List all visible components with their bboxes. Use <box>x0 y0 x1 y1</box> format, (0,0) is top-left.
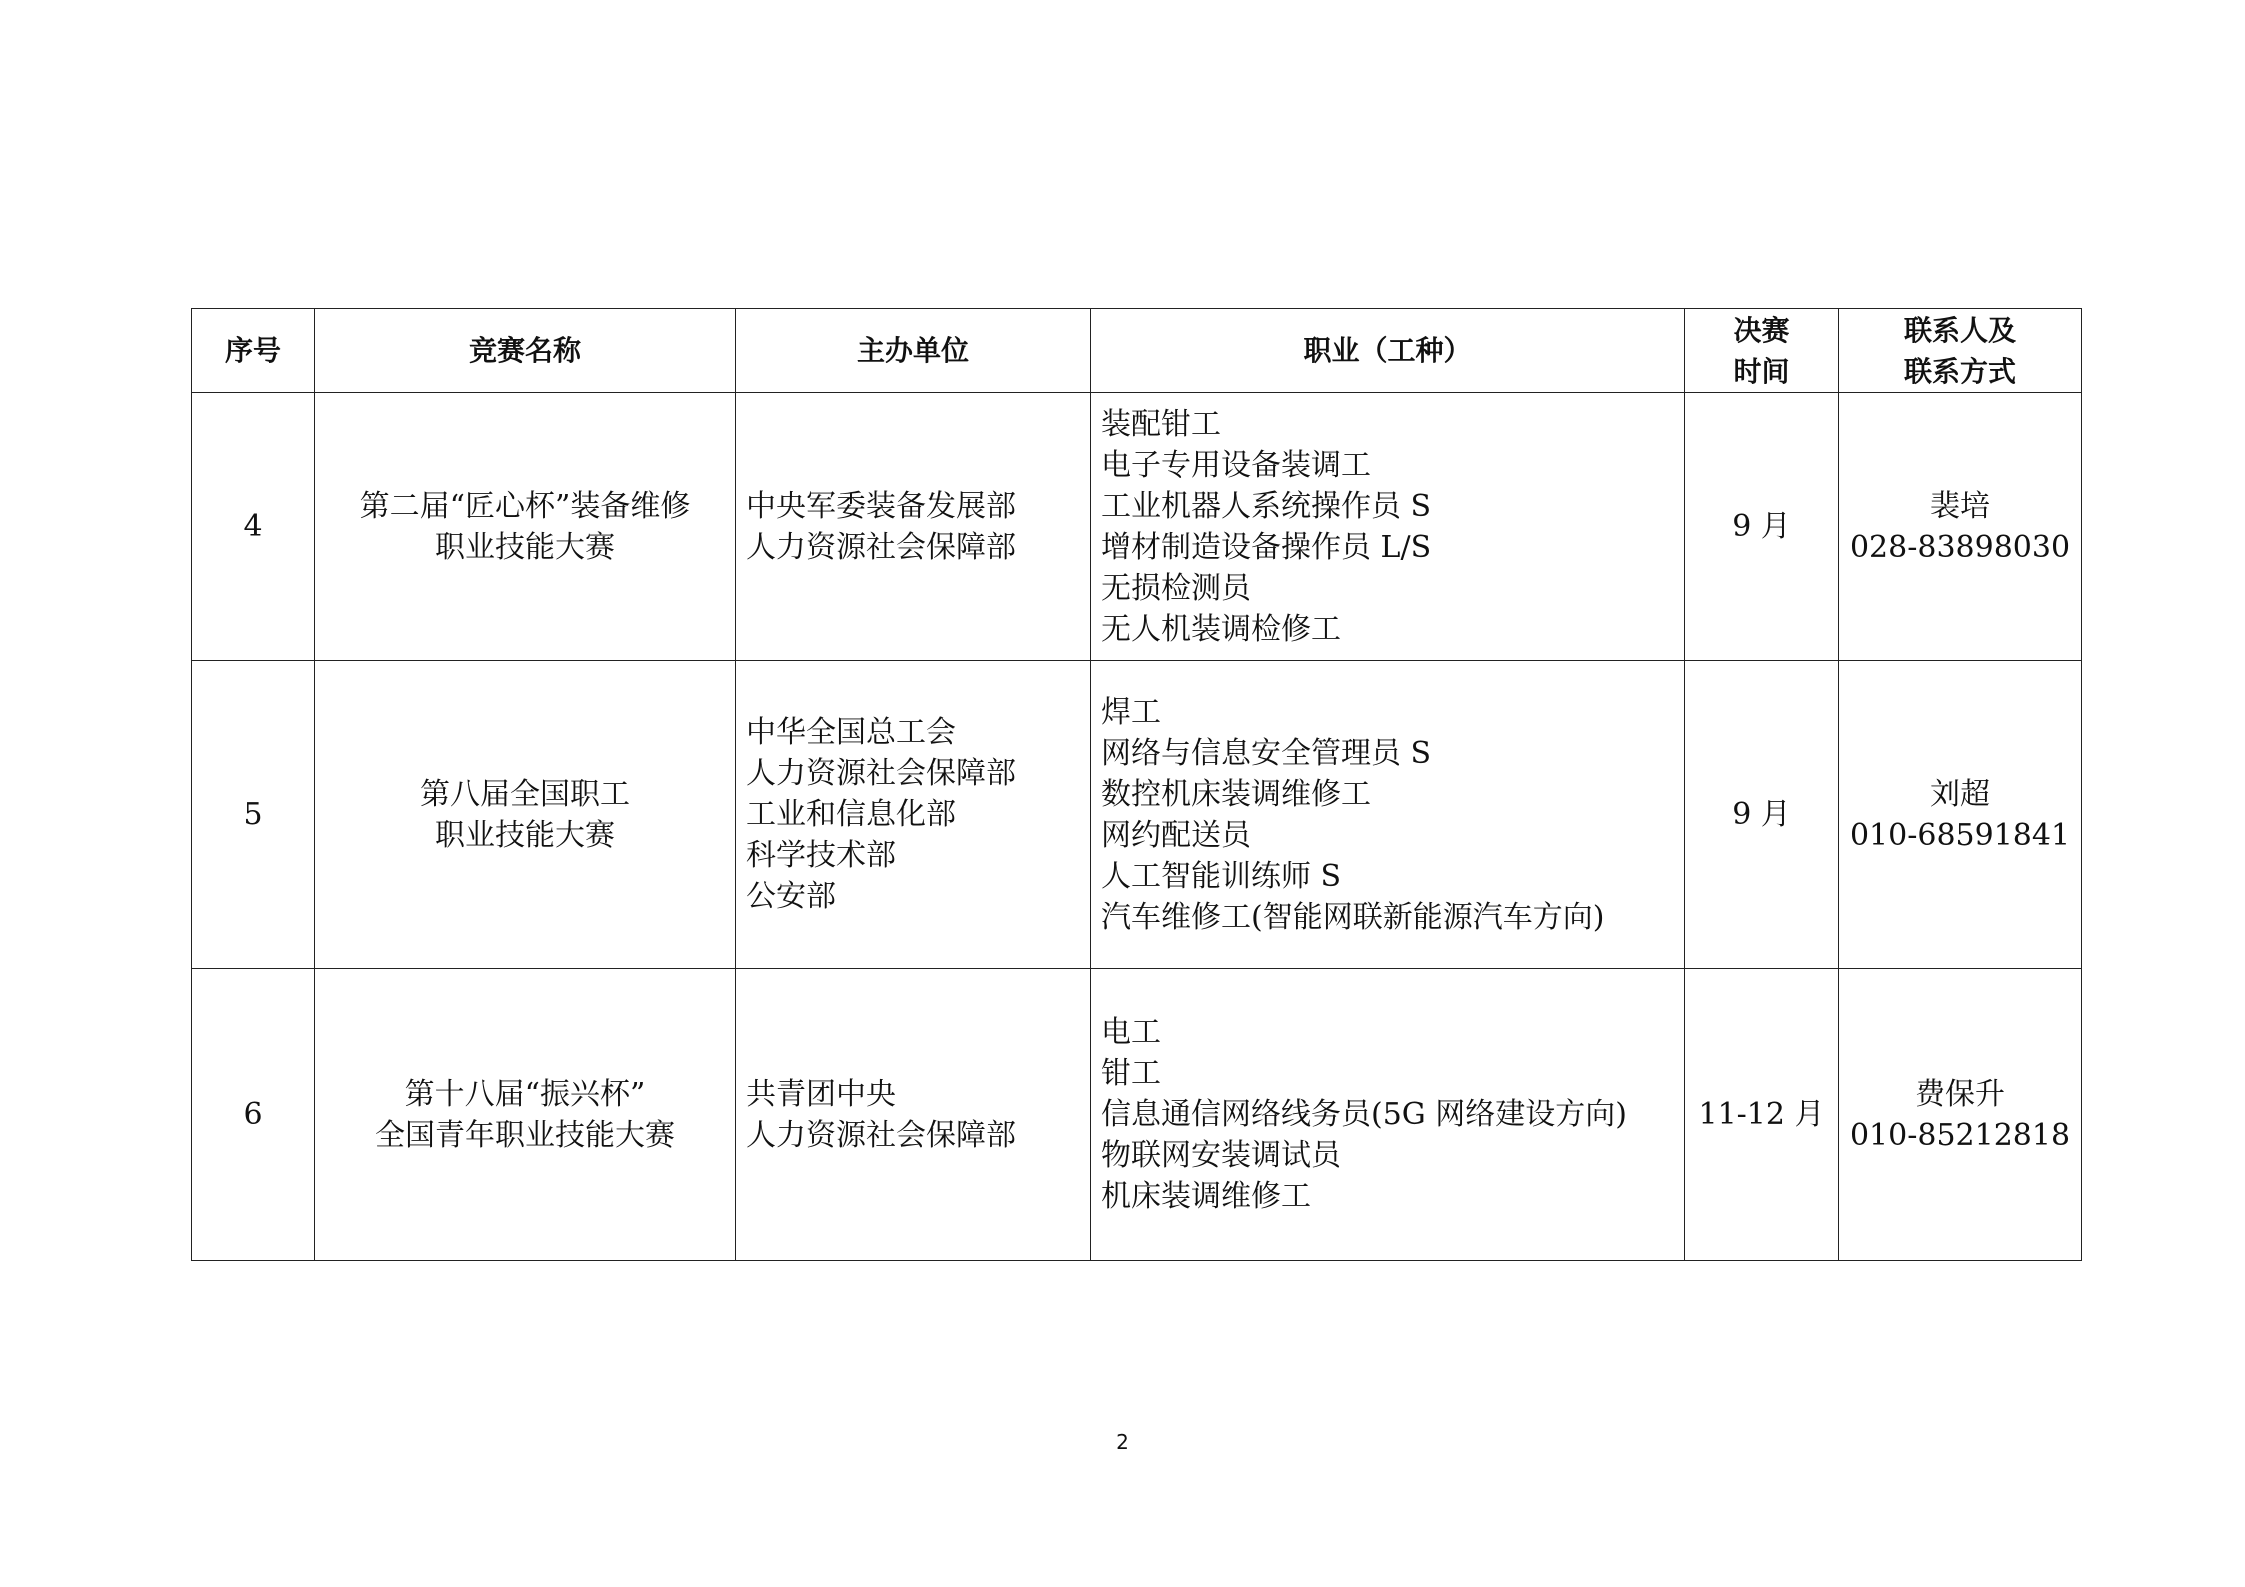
sponsor-line: 工业和信息化部 <box>746 797 956 832</box>
header-occupation: 职业（工种） <box>1091 309 1685 393</box>
contest-name-line: 职业技能大赛 <box>435 817 615 853</box>
header-contact-line: 联系人及 <box>1903 313 2016 347</box>
occupation-cell <box>1091 661 1685 969</box>
sponsor-line: 人力资源社会保障部 <box>746 1117 1016 1153</box>
occupation-line: 无人机装调检修工 <box>1101 611 1341 647</box>
header-final-time-line: 时间 <box>1733 354 1790 388</box>
contest-name-cell <box>315 393 736 661</box>
contest-name-line: 第十八届“振兴杯” <box>404 1076 646 1112</box>
contest-table <box>191 308 2082 1261</box>
occupation-cell <box>1091 969 1685 1261</box>
sponsor-cell <box>736 661 1091 969</box>
occupation-line: 人工智能训练师 S <box>1101 858 1342 894</box>
contact-name: 费保升 <box>1915 1076 2005 1112</box>
occupation-line: 机床装调维修工 <box>1101 1179 1311 1214</box>
sponsor-line: 中华全国总工会 <box>746 715 956 750</box>
contact-cell <box>1839 661 2082 969</box>
final-time-cell: 9 月 <box>1685 661 1839 969</box>
header-index: 序号 <box>192 309 315 393</box>
sponsor-line: 公安部 <box>746 879 836 914</box>
occupation-line: 网络与信息安全管理员 S <box>1101 735 1432 771</box>
row-index: 6 <box>192 969 315 1261</box>
occupation-line: 电子专用设备装调工 <box>1101 447 1371 483</box>
occupation-cell <box>1091 393 1685 661</box>
contest-name-line: 第二届“匠心杯”装备维修 <box>359 488 691 524</box>
sponsor-line: 中央军委装备发展部 <box>746 488 1016 524</box>
contact-cell <box>1839 969 2082 1261</box>
contact-phone: 028-83898030 <box>1849 529 2071 565</box>
occupation-line: 焊工 <box>1101 694 1161 730</box>
occupation-line: 信息通信网络线务员(5G 网络建设方向) <box>1101 1097 1627 1132</box>
table-row <box>192 393 2082 661</box>
row-index: 5 <box>192 661 315 969</box>
sponsor-line: 人力资源社会保障部 <box>746 529 1016 565</box>
header-contact-line: 联系方式 <box>1903 354 2016 388</box>
contest-name-line: 全国青年职业技能大赛 <box>375 1117 675 1153</box>
sponsor-line: 共青团中央 <box>746 1076 896 1112</box>
final-time-cell: 9 月 <box>1685 393 1839 661</box>
sponsor-line: 人力资源社会保障部 <box>746 756 1016 791</box>
contest-name-line: 职业技能大赛 <box>435 529 615 565</box>
table-row <box>192 661 2082 969</box>
final-time-cell: 11-12 月 <box>1685 969 1839 1261</box>
occupation-line: 工业机器人系统操作员 S <box>1101 488 1432 524</box>
occupation-line: 网约配送员 <box>1101 817 1251 853</box>
contact-name: 刘超 <box>1930 776 1990 812</box>
header-sponsor: 主办单位 <box>736 309 1091 393</box>
contact-name: 裴培 <box>1930 488 1990 524</box>
occupation-line: 汽车维修工(智能网联新能源汽车方向) <box>1101 899 1605 935</box>
sponsor-cell <box>736 393 1091 661</box>
header-final-time <box>1685 309 1839 393</box>
sponsor-cell <box>736 969 1091 1261</box>
table-row <box>192 969 2082 1261</box>
header-contact <box>1839 309 2082 393</box>
occupation-line: 增材制造设备操作员 L/S <box>1101 529 1432 565</box>
contest-name-cell <box>315 969 736 1261</box>
contest-name-line: 第八届全国职工 <box>420 776 630 812</box>
occupation-line: 装配钳工 <box>1101 406 1221 442</box>
contact-phone: 010-68591841 <box>1849 817 2071 853</box>
occupation-line: 数控机床装调维修工 <box>1101 776 1371 812</box>
table-header-row <box>192 309 2082 393</box>
occupation-line: 无损检测员 <box>1101 570 1251 606</box>
page-number: 2 <box>1116 1430 1129 1454</box>
header-contest-name: 竞赛名称 <box>315 309 736 393</box>
sponsor-line: 科学技术部 <box>746 838 896 873</box>
occupation-line: 电工 <box>1101 1015 1161 1050</box>
header-final-time-line: 决赛 <box>1733 313 1790 347</box>
occupation-line: 物联网安装调试员 <box>1101 1138 1341 1173</box>
row-index: 4 <box>192 393 315 661</box>
contact-phone: 010-85212818 <box>1849 1117 2071 1153</box>
contact-cell <box>1839 393 2082 661</box>
contest-name-cell <box>315 661 736 969</box>
occupation-line: 钳工 <box>1101 1056 1161 1091</box>
